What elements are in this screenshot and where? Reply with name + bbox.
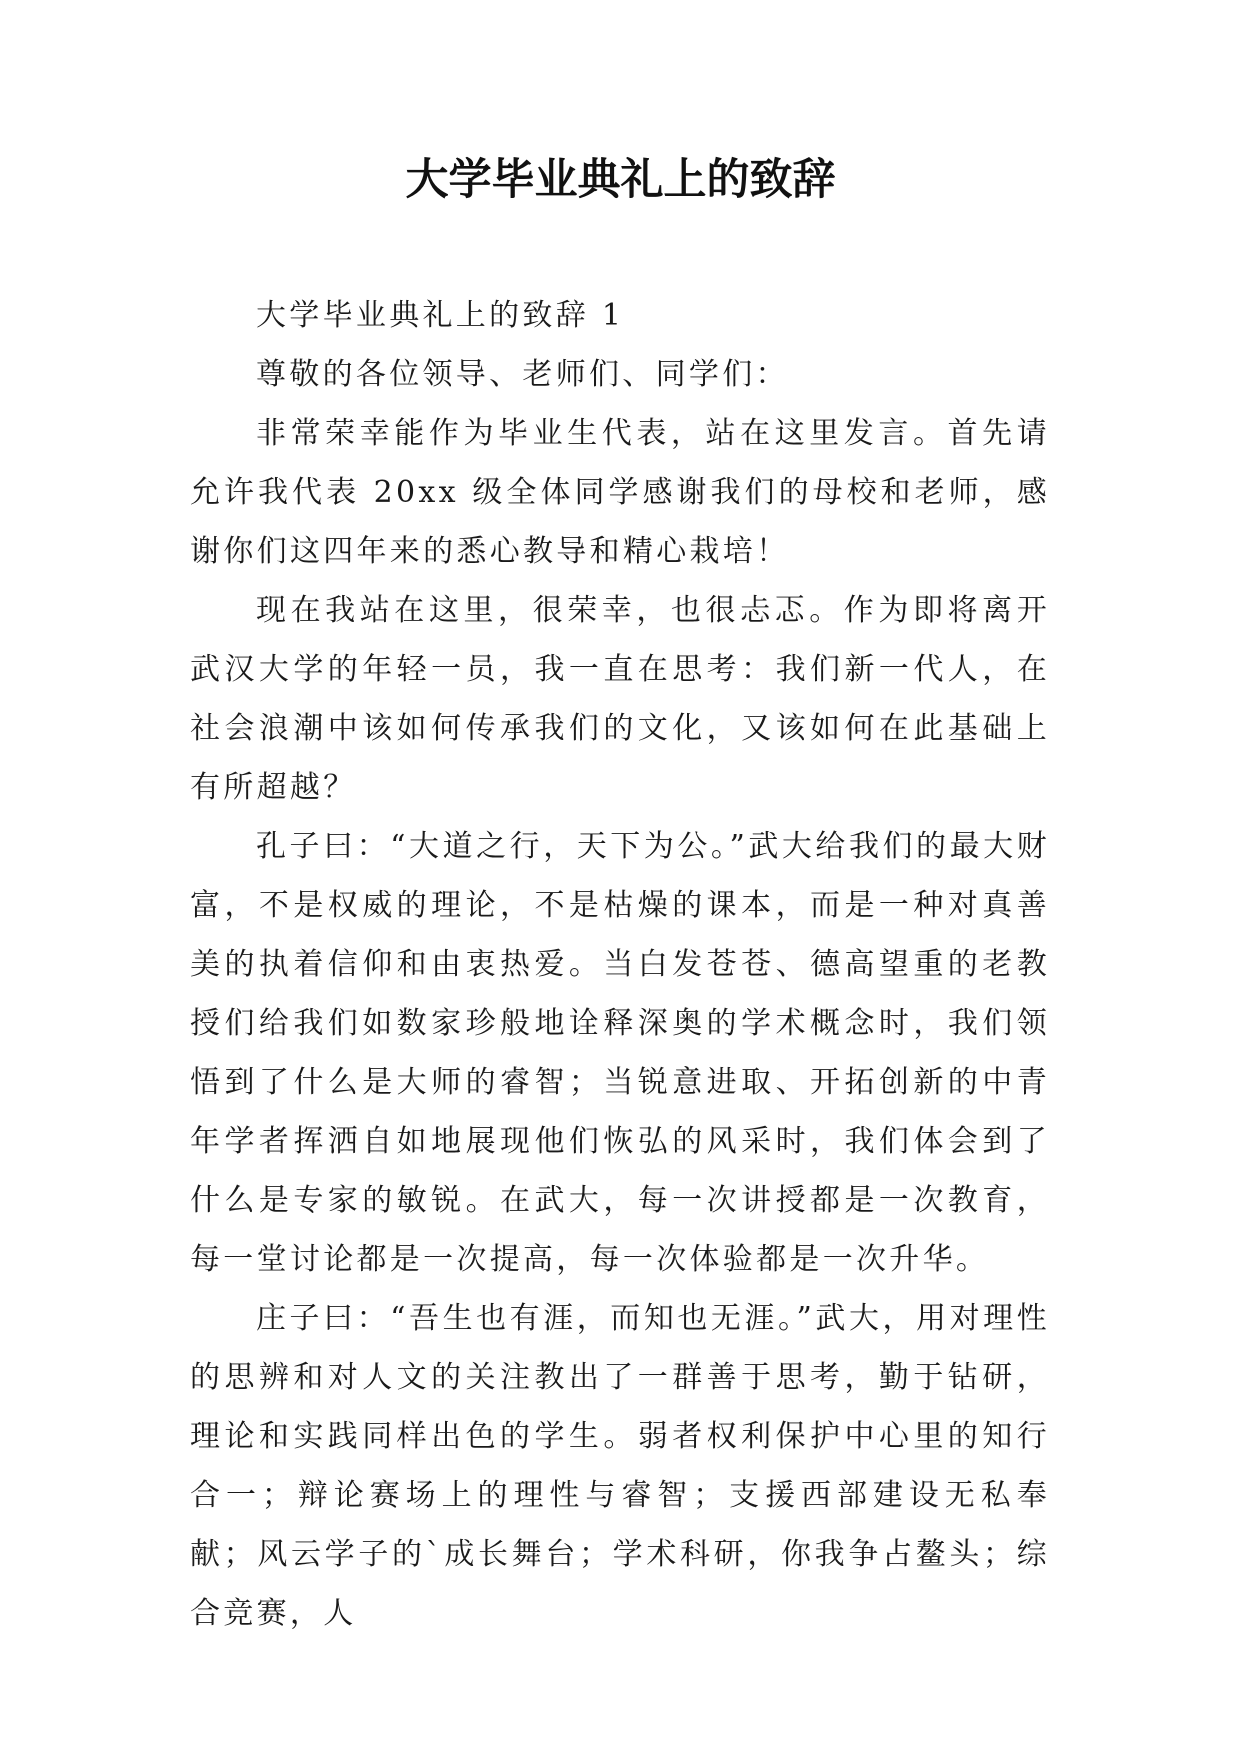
salutation: 尊敬的各位领导、老师们、同学们：: [256, 357, 789, 392]
paragraph: 现在我站在这里，很荣幸，也很忐忑。作为即将离开武汉大学的年轻一员，我一直在思考：我们新一代人，在社会浪潮中该如何传承我们的文化，又该如何在此基础上有所超越？: [190, 593, 1050, 805]
paragraph: 非常荣幸能作为毕业生代表，站在这里发言。首先请允许我代表 20xx 级全体同学感谢我们的母校和老师，感谢你们这四年来的悉心教导和精心栽培！: [190, 416, 1050, 569]
paragraph: 孔子曰：“大道之行，天下为公。”武大给我们的最大财富，不是权威的理论，不是枯燥的课本，而是一种对真善美的执着信仰和由衷热爱。当白发苍苍、德高望重的老教授们给我们如数家珍般地诠释深奥的学术概念时，我们领悟到了什么是大师的睿智；当锐意进取、开拓创新的中青年学者挥洒自如地展现他们恢弘的风采时，我们体会到了什么是专家的敏锐。在武大，每一次讲授都是一次教育，每一堂讨论都是一次提高，每一次体验都是一次升华。: [190, 829, 1050, 1277]
paragraph: 庄子曰：“吾生也有涯，而知也无涯。”武大，用对理性的思辨和对人文的关注教出了一群善于思考，勤于钻研，理论和实践同样出色的学生。弱者权利保护中心里的知行合一；辩论赛场上的理性与睿智；支援西部建设无私奉献；风云学子的`成长舞台；学术科研，你我争占鳌头；综合竞赛，人: [190, 1301, 1050, 1631]
document-title: 大学毕业典礼上的致辞: [405, 155, 836, 205]
document-body: [190, 286, 1050, 1643]
section-heading: 大学毕业典礼上的致辞 1: [256, 298, 625, 333]
